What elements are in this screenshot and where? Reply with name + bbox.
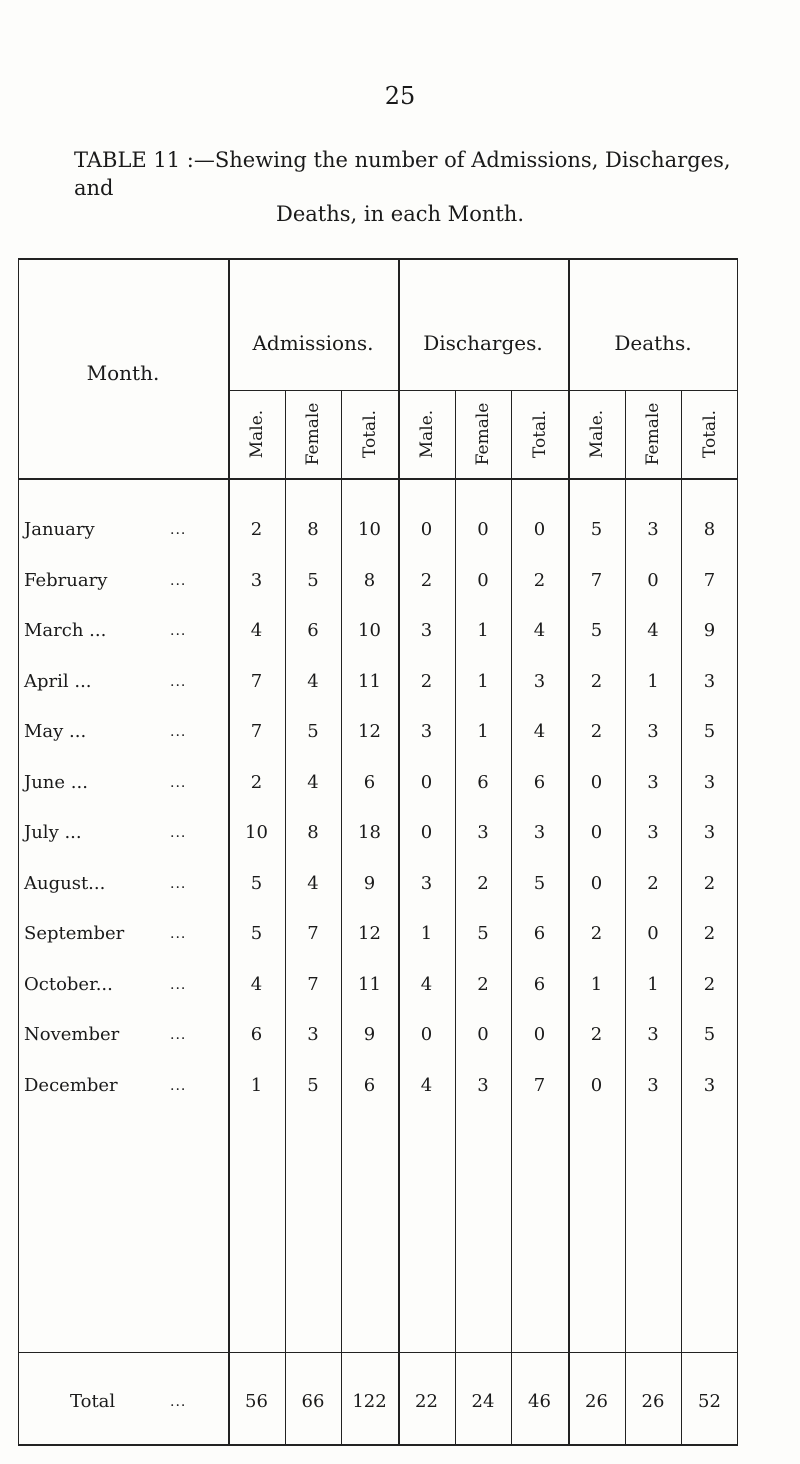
leader-dots: ... xyxy=(170,1077,187,1094)
table-cell: 3 xyxy=(647,519,659,540)
page-number: 25 xyxy=(384,82,416,110)
subheader-male: Male. xyxy=(416,409,437,459)
column-rule xyxy=(625,390,626,1446)
table-cell: 1 xyxy=(647,670,659,692)
table-cell: 1 xyxy=(477,721,489,742)
table-cell: 18 xyxy=(358,822,381,843)
table-cell: 4 xyxy=(307,670,319,692)
table-cell: 2 xyxy=(703,923,716,944)
table-cell: 7 xyxy=(590,569,603,591)
table-cell: 6 xyxy=(363,771,376,793)
table-cell: 0 xyxy=(420,771,433,793)
table-cell: 9 xyxy=(703,620,716,641)
table-cell: 3 xyxy=(647,1024,659,1045)
table-cell: 5 xyxy=(250,923,263,944)
table-cell: 3 xyxy=(703,1074,716,1096)
group-column-rule xyxy=(398,258,400,1446)
table-cell: 1 xyxy=(647,973,659,995)
table-cell: 2 xyxy=(477,973,489,995)
total-label: Total xyxy=(70,1391,116,1412)
table-cell: 0 xyxy=(533,1024,546,1045)
table-cell: 4 xyxy=(420,1074,433,1096)
table-cell: 6 xyxy=(307,620,319,641)
total-cell: 66 xyxy=(301,1391,325,1412)
header-bottom-rule xyxy=(18,478,738,480)
month-label: October... xyxy=(24,973,113,995)
group-rule xyxy=(398,390,568,391)
table-cell: 6 xyxy=(477,771,489,793)
table-cell: 2 xyxy=(590,670,603,692)
table-cell: 3 xyxy=(307,1024,319,1045)
table-cell: 5 xyxy=(250,872,263,894)
column-rule xyxy=(681,390,682,1446)
total-cell: 24 xyxy=(471,1391,495,1412)
table-left-rule xyxy=(18,258,19,1446)
table-cell: 3 xyxy=(647,1074,659,1096)
table-cell: 7 xyxy=(250,721,263,742)
total-cell: 56 xyxy=(245,1391,268,1412)
table-cell: 0 xyxy=(647,569,659,591)
table-cell: 12 xyxy=(358,923,381,944)
deaths-header: Deaths. xyxy=(614,331,692,355)
table-cell: 6 xyxy=(533,973,546,995)
table-cell: 5 xyxy=(590,620,603,641)
table-cell: 3 xyxy=(420,721,433,742)
table-cell: 10 xyxy=(245,822,268,843)
table-cell: 2 xyxy=(477,872,489,894)
table-cell: 2 xyxy=(250,519,263,540)
table-cell: 4 xyxy=(533,721,546,742)
table-cell: 6 xyxy=(533,771,546,793)
leader-dots: ... xyxy=(170,572,187,589)
group-column-rule xyxy=(228,258,230,1446)
table-cell: 3 xyxy=(250,569,263,591)
table-cell: 9 xyxy=(363,872,376,894)
table-cell: 0 xyxy=(477,1024,489,1045)
column-rule xyxy=(455,390,456,1446)
subheader-male: Male. xyxy=(246,409,267,459)
leader-dots: ... xyxy=(170,673,187,690)
table-cell: 5 xyxy=(533,872,546,894)
table-cell: 2 xyxy=(420,569,433,591)
table-cell: 1 xyxy=(420,923,433,944)
table-cell: 0 xyxy=(420,822,433,843)
table-cell: 8 xyxy=(703,519,716,540)
leader-dots: ... xyxy=(170,522,187,538)
group-column-rule xyxy=(568,258,570,1446)
leader-dots: ... xyxy=(170,623,187,639)
table-cell: 3 xyxy=(647,721,659,742)
table-cell: 2 xyxy=(533,569,546,591)
table-cell: 0 xyxy=(477,569,489,591)
table-cell: 0 xyxy=(590,1074,603,1096)
subheader-female: Female xyxy=(303,402,323,466)
table-cell: 0 xyxy=(590,771,603,793)
subheader-female: Female xyxy=(643,402,663,466)
table-cell: 4 xyxy=(250,620,263,641)
table-cell: 3 xyxy=(420,872,433,894)
month-label: February xyxy=(24,569,108,591)
table-cell: 3 xyxy=(703,822,716,843)
leader-dots: ... xyxy=(170,724,187,740)
table-cell: 7 xyxy=(250,670,263,692)
leader-dots: ... xyxy=(170,875,187,892)
group-rule xyxy=(228,390,398,391)
table-cell: 6 xyxy=(363,1074,376,1096)
subheader-male: Male. xyxy=(586,409,607,459)
leader-dots: ... xyxy=(170,774,187,791)
table-cell: 5 xyxy=(477,923,489,944)
table-cell: 4 xyxy=(647,620,659,641)
table-cell: 2 xyxy=(590,1024,603,1045)
leader-dots: ... xyxy=(170,1027,187,1043)
table-cell: 0 xyxy=(647,923,659,944)
table-cell: 3 xyxy=(533,822,546,843)
table-cell: 4 xyxy=(533,620,546,641)
month-label: May ... xyxy=(24,721,87,742)
table-cell: 12 xyxy=(358,721,381,742)
table-cell: 2 xyxy=(647,872,659,894)
table-cell: 0 xyxy=(533,519,546,540)
table-cell: 3 xyxy=(703,771,716,793)
discharges-header: Discharges. xyxy=(423,331,543,355)
table-cell: 5 xyxy=(703,721,716,742)
leader-dots: ... xyxy=(170,825,187,841)
month-header: Month. xyxy=(86,361,160,385)
subheader-total: Total. xyxy=(359,409,380,459)
total-cell: 26 xyxy=(585,1391,608,1412)
month-label: April ... xyxy=(24,670,92,692)
table-cell: 8 xyxy=(307,519,319,540)
table-cell: 0 xyxy=(420,519,433,540)
table-cell: 5 xyxy=(703,1024,716,1045)
leader-dots: ... xyxy=(170,926,187,942)
table-cell: 2 xyxy=(590,721,603,742)
total-cell: 26 xyxy=(641,1391,665,1412)
table-cell: 4 xyxy=(307,771,319,793)
table-cell: 3 xyxy=(420,620,433,641)
month-label: December xyxy=(24,1074,118,1096)
column-rule xyxy=(511,390,512,1446)
table-cell: 3 xyxy=(647,822,659,843)
table-cell: 7 xyxy=(307,923,319,944)
month-label: November xyxy=(24,1024,120,1045)
table-cell: 0 xyxy=(420,1024,433,1045)
leader-dots: ... xyxy=(170,976,187,993)
table-cell: 2 xyxy=(420,670,433,692)
total-cell: 46 xyxy=(528,1391,551,1412)
month-label: July ... xyxy=(24,822,82,843)
subheader-total: Total. xyxy=(529,409,550,459)
table-cell: 0 xyxy=(590,822,603,843)
total-cell: 22 xyxy=(415,1391,438,1412)
table-cell: 0 xyxy=(590,872,603,894)
table-cell: 2 xyxy=(703,973,716,995)
column-rule xyxy=(285,390,286,1446)
table-bottom-rule xyxy=(18,1444,738,1446)
leader-dots: ... xyxy=(170,1394,187,1410)
total-rule xyxy=(18,1352,738,1353)
column-rule xyxy=(341,390,342,1446)
table-cell: 5 xyxy=(307,569,319,591)
table-right-rule xyxy=(737,258,738,1446)
table-cell: 4 xyxy=(250,973,263,995)
table-cell: 1 xyxy=(477,620,489,641)
table-cell: 5 xyxy=(307,1074,319,1096)
data-table xyxy=(18,258,738,1446)
table-cell: 4 xyxy=(307,872,319,894)
table-cell: 3 xyxy=(647,771,659,793)
table-cell: 3 xyxy=(477,822,489,843)
month-label: March ... xyxy=(24,620,107,641)
month-label: August... xyxy=(24,872,106,894)
total-cell: 52 xyxy=(698,1391,721,1412)
table-caption-continued: Deaths, in each Month. xyxy=(275,202,524,226)
month-label: June ... xyxy=(24,771,88,793)
table-cell: 2 xyxy=(703,872,716,894)
table-cell: 4 xyxy=(420,973,433,995)
table-cell: 8 xyxy=(307,822,319,843)
total-cell: 122 xyxy=(352,1391,387,1412)
table-cell: 3 xyxy=(477,1074,489,1096)
table-cell: 1 xyxy=(590,973,603,995)
table-top-rule xyxy=(18,258,738,260)
subheader-female: Female xyxy=(473,402,493,466)
group-rule xyxy=(568,390,738,391)
table-cell: 7 xyxy=(703,569,716,591)
admissions-header: Admissions. xyxy=(252,331,374,355)
table-cell: 7 xyxy=(307,973,319,995)
table-cell: 6 xyxy=(533,923,546,944)
table-cell: 1 xyxy=(477,670,489,692)
table-cell: 1 xyxy=(250,1074,263,1096)
table-cell: 11 xyxy=(358,670,381,692)
table-cell: 10 xyxy=(358,620,381,641)
table-cell: 5 xyxy=(307,721,319,742)
month-label: September xyxy=(24,923,125,944)
table-caption: TABLE 11 :—Shewing the number of Admissions, Discharges, and xyxy=(74,148,731,200)
table-cell: 3 xyxy=(533,670,546,692)
table-cell: 2 xyxy=(250,771,263,793)
table-cell: 2 xyxy=(590,923,603,944)
table-cell: 5 xyxy=(590,519,603,540)
table-cell: 7 xyxy=(533,1074,546,1096)
table-cell: 3 xyxy=(703,670,716,692)
month-label: January xyxy=(24,519,95,540)
subheader-total: Total. xyxy=(699,409,720,459)
table-cell: 6 xyxy=(250,1024,263,1045)
table-cell: 10 xyxy=(358,519,381,540)
table-cell: 0 xyxy=(477,519,489,540)
table-cell: 11 xyxy=(358,973,381,995)
table-cell: 8 xyxy=(363,569,376,591)
table-cell: 9 xyxy=(363,1024,376,1045)
